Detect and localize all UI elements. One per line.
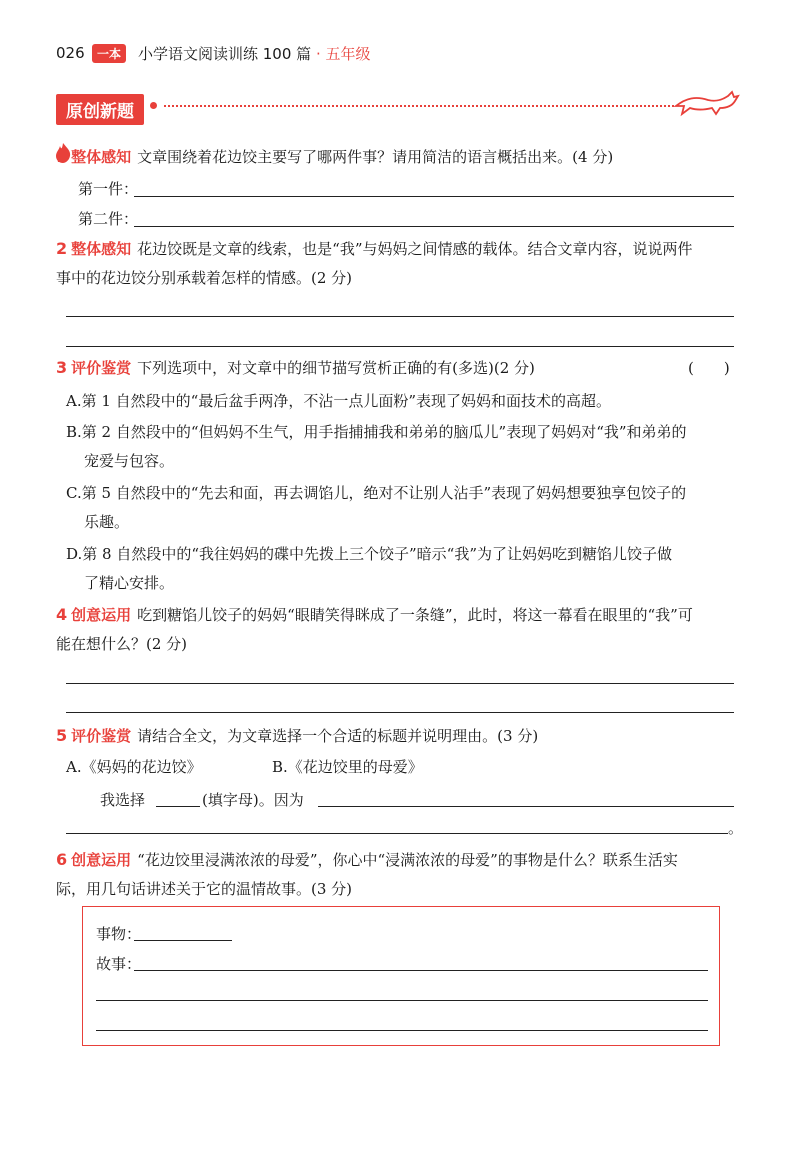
q2-answer-line-2[interactable] [66, 346, 734, 347]
q2-number: 2 [56, 239, 68, 258]
q6-label-story: 故事： [96, 955, 142, 973]
q1-number: 1 [56, 147, 68, 166]
title-dot: · [315, 45, 321, 63]
q3-option-a: A.第 1 自然段中的“最后盆手两净，不沾一点儿面粉”表现了妈妈和面技术的高超。 [66, 392, 612, 410]
q5-number: 5 [56, 726, 68, 745]
grade-text: 五年级 [325, 45, 371, 63]
q4-answer-line-1[interactable] [66, 683, 734, 684]
q5-option-b: B.《花边饺里的母爱》 [272, 758, 423, 776]
q5-end-mark: 。 [728, 819, 744, 837]
q1-answer-line-2[interactable] [134, 226, 734, 227]
q1-label-second: 第二件： [78, 210, 139, 228]
q3-option-d-line1: D.第 8 自然段中的“我往妈妈的碟中先拨上三个饺子”暗示“我”为了让妈妈吃到糖馅儿饺子做 [66, 545, 673, 563]
banner-dotted-line [164, 105, 674, 107]
q4-number: 4 [56, 605, 68, 624]
q5-choose-mid: (填字母)。因为 [202, 791, 304, 809]
q3-option-b-line1: B.第 2 自然段中的“但妈妈不生气，用手指捕捕我和弟弟的脑瓜儿”表现了妈妈对“我”和弟弟的 [66, 423, 687, 441]
q6-answer-box [82, 906, 720, 1046]
q6-number: 6 [56, 850, 68, 869]
q3-answer-bracket[interactable]: ( ) [688, 359, 730, 377]
book-title-text: 小学语文阅读训练 100 篇 [138, 45, 312, 63]
book-title [138, 43, 371, 64]
q6-story-line-3[interactable] [96, 1030, 708, 1031]
q6-story-line-2[interactable] [96, 1000, 708, 1001]
q1-text: 文章围绕着花边饺主要写了哪两件事？请用简洁的语言概括出来。(4 分) [137, 148, 614, 166]
question-1 [56, 147, 613, 167]
question-3 [56, 358, 535, 378]
q3-tag: 评价鉴赏 [71, 359, 132, 377]
q6-thing-line[interactable] [134, 940, 232, 941]
q1-answer-line-1[interactable] [134, 196, 734, 197]
q6-line2: 际，用几句话讲述关于它的温情故事。(3 分) [56, 880, 353, 898]
q5-reason-line-1[interactable] [318, 806, 734, 807]
page-number: 026 [56, 44, 85, 62]
q5-choose-prefix: 我选择 [100, 791, 146, 809]
question-6 [56, 850, 678, 870]
q5-letter-blank[interactable] [156, 806, 200, 807]
running-cat-icon [672, 88, 742, 118]
q5-option-a: A.《妈妈的花边饺》 [66, 758, 202, 776]
q2-tag: 整体感知 [71, 240, 132, 258]
q5-text: 请结合全文，为文章选择一个合适的标题并说明理由。(3 分) [137, 727, 539, 745]
q6-story-line-1[interactable] [134, 970, 708, 971]
q4-answer-line-2[interactable] [66, 712, 734, 713]
q3-option-d-line2: 了精心安排。 [84, 574, 175, 592]
q1-label-first: 第一件： [78, 180, 139, 198]
q2-line1: 花边饺既是文章的线索，也是“我”与妈妈之间情感的载体。结合文章内容，说说两件 [137, 240, 693, 258]
q4-line1: 吃到糖馅儿饺子的妈妈“眼睛笑得眯成了一条缝”，此时，将这一幕看在眼里的“我”可 [137, 606, 693, 624]
q3-text: 下列选项中，对文章中的细节描写赏析正确的有(多选)(2 分) [137, 359, 535, 377]
q6-tag: 创意运用 [71, 851, 132, 869]
q2-line2: 事中的花边饺分别承载着怎样的情感。(2 分) [56, 269, 353, 287]
section-title: 原创新题 [56, 94, 144, 125]
q6-line1: “花边饺里浸满浓浓的母爱”，你心中“浸满浓浓的母爱”的事物是什么？联系生活实 [137, 851, 678, 869]
brand-badge: 一本 [92, 44, 126, 63]
q4-line2: 能在想什么？(2 分) [56, 635, 188, 653]
q1-tag: 整体感知 [71, 148, 132, 166]
q3-option-b-line2: 宠爱与包容。 [84, 452, 175, 470]
q3-option-c-line2: 乐趣。 [84, 513, 130, 531]
q3-option-c-line1: C.第 5 自然段中的“先去和面，再去调馅儿，绝对不让别人沾手”表现了妈妈想要独享包饺子的 [66, 484, 687, 502]
question-5 [56, 726, 538, 746]
q2-answer-line-1[interactable] [66, 316, 734, 317]
q5-reason-line-2[interactable] [66, 833, 728, 834]
banner-dot-icon [150, 102, 157, 109]
question-4 [56, 605, 693, 625]
question-2 [56, 239, 693, 259]
q5-tag: 评价鉴赏 [71, 727, 132, 745]
q3-number: 3 [56, 358, 68, 377]
q6-label-thing: 事物： [96, 925, 142, 943]
q4-tag: 创意运用 [71, 606, 132, 624]
